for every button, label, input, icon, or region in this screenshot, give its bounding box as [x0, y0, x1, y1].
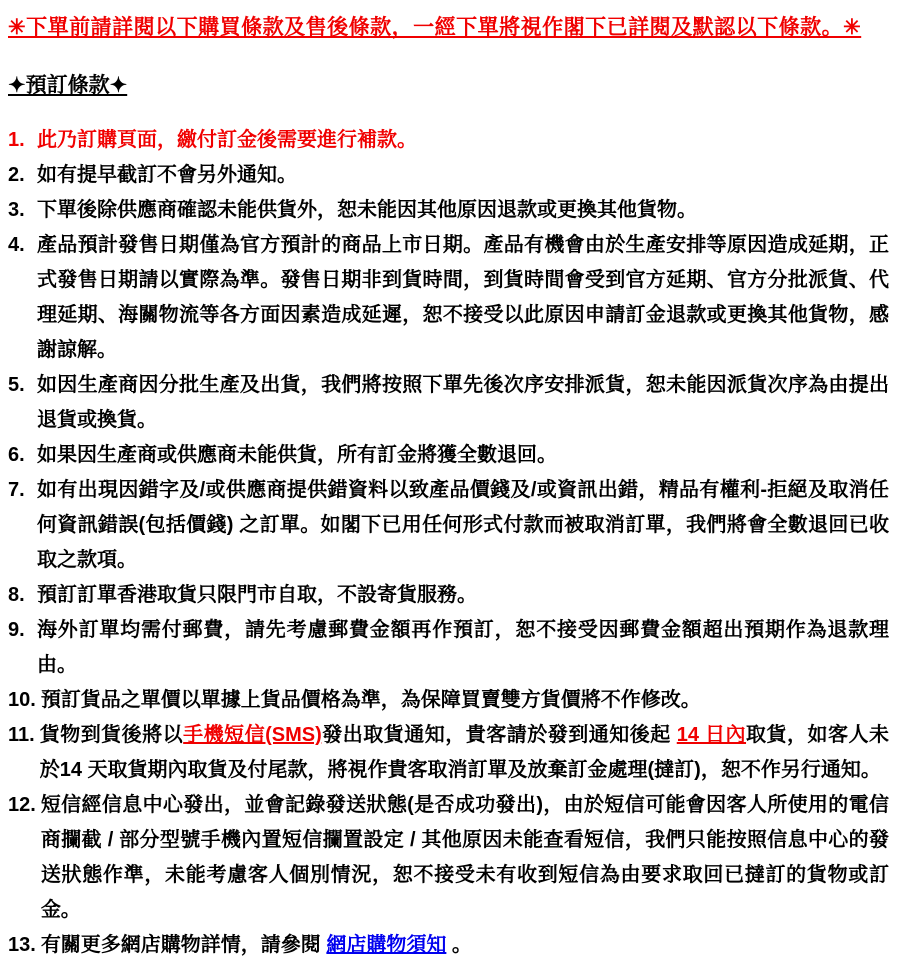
term-number: 10.: [8, 689, 36, 712]
term-text-segment: 此乃訂購頁面，繳付訂金後需要進行補款。: [37, 129, 417, 152]
term-number: 3.: [8, 199, 25, 222]
term-text-segment: 發出取貨通知，貴客請於發到通知後起: [321, 724, 677, 747]
term-text: [37, 158, 889, 193]
term-item-10: [8, 683, 889, 718]
term-item-6: [8, 438, 889, 473]
highlighted-term-text: 14 日內: [676, 724, 747, 747]
term-number: 8.: [8, 584, 25, 607]
term-text-segment: 如果因生產商或供應商未能供貨，所有訂金將獲全數退回。: [37, 444, 557, 467]
term-text-segment: 取貨，如客人未於14 天取貨期內取貨及付尾款，將視作貴客取消訂單及放棄訂金處理(撻訂)，恕不作另行通知。: [39, 724, 890, 782]
pre-order-notice: ✳下單前請詳閱以下購買條款及售後條款，一經下單將視作閣下已詳閱及默認以下條款。✳: [8, 16, 862, 39]
term-text: [37, 368, 889, 438]
term-text-segment: 預訂訂單香港取貨只限門市自取，不設寄貨服務。: [37, 584, 477, 607]
term-item-3: [8, 193, 889, 228]
term-text-segment: 如有提早截訂不會另外通知。: [37, 164, 297, 187]
shop-guide-link[interactable]: 網店購物須知: [326, 934, 447, 957]
term-item-11: [8, 718, 889, 788]
term-text: [37, 228, 889, 368]
term-text-segment: 如因生產商因分批生產及出貨，我們將按照下單先後次序安排派貨，恕未能因派貨次序為由提出退貨或換貨。: [37, 374, 889, 432]
term-text: [37, 578, 889, 613]
term-text: [41, 683, 889, 718]
term-text: [37, 473, 889, 578]
term-item-5: [8, 368, 889, 438]
term-text: [40, 718, 889, 788]
term-text: [37, 438, 889, 473]
term-number: 12.: [8, 794, 36, 817]
section-title: ✦預訂條款✦: [8, 74, 128, 98]
term-item-1: [8, 123, 889, 158]
term-text-segment: 短信經信息中心發出，並會記錄發送狀態(是否成功發出)，由於短信可能會因客人所使用的電信商攔截 / 部分型號手機內置短信攔置設定 / 其他原因未能查看短信，我們只能按照信息中心的發送狀態作準，未能考慮客人個別情況，恕不接受未有收到短信為由要求取回已撻訂的貨物或訂金。: [40, 794, 889, 922]
term-number: 4.: [8, 234, 25, 257]
term-text-segment: 下單後除供應商確認未能供貨外，恕未能因其他原因退款或更換其他貨物。: [37, 199, 697, 222]
term-text-segment: 海外訂單均需付郵費，請先考慮郵費金額再作預訂，恕不接受因郵費金額超出預期作為退款理由。: [37, 619, 889, 677]
term-number: 2.: [8, 164, 25, 187]
term-item-13: [8, 928, 889, 963]
highlighted-term-text: 手機短信(SMS): [183, 724, 322, 747]
term-text-segment: 如有出現因錯字及/或供應商提供錯資料以致產品價錢及/或資訊出錯，精品有權利-拒絕及取消任何資訊錯誤(包括價錢) 之訂單。如閣下已用任何形式付款而被取消訂單，我們將會全數退回已收取之款項。: [37, 479, 889, 572]
term-item-12: [8, 788, 889, 928]
term-text: [41, 928, 889, 963]
term-number: 11.: [8, 724, 35, 747]
term-text-segment: 產品預計發售日期僅為官方預計的商品上市日期。產品有機會由於生產安排等原因造成延期，正式發售日期請以實際為準。發售日期非到貨時間，到貨時間會受到官方延期、官方分批派貨、代理延期、海關物流等各方面因素造成延遲，恕不接受以此原因申請訂金退款或更換其他貨物，感謝諒解。: [37, 234, 889, 362]
term-text-segment: 。: [446, 934, 472, 957]
term-text: [37, 613, 889, 683]
term-number: 5.: [8, 374, 25, 397]
term-item-9: [8, 613, 889, 683]
term-text: [37, 193, 889, 228]
term-number: 13.: [8, 934, 36, 957]
term-text: [41, 788, 889, 928]
term-number: 1.: [8, 129, 25, 152]
term-item-2: [8, 158, 889, 193]
term-item-7: [8, 473, 889, 578]
term-text-segment: 貨物到貨後將以: [39, 724, 184, 747]
term-number: 7.: [8, 479, 25, 502]
term-text: [37, 123, 889, 158]
term-text-segment: 有關更多網店購物詳情，請參閱: [40, 934, 327, 957]
term-item-8: [8, 578, 889, 613]
terms-list: [8, 123, 889, 963]
term-item-4: [8, 228, 889, 368]
term-number: 9.: [8, 619, 25, 642]
term-text-segment: 預訂貨品之單價以單據上貨品價格為準，為保障買賣雙方貨價將不作修改。: [40, 689, 701, 712]
term-number: 6.: [8, 444, 25, 467]
